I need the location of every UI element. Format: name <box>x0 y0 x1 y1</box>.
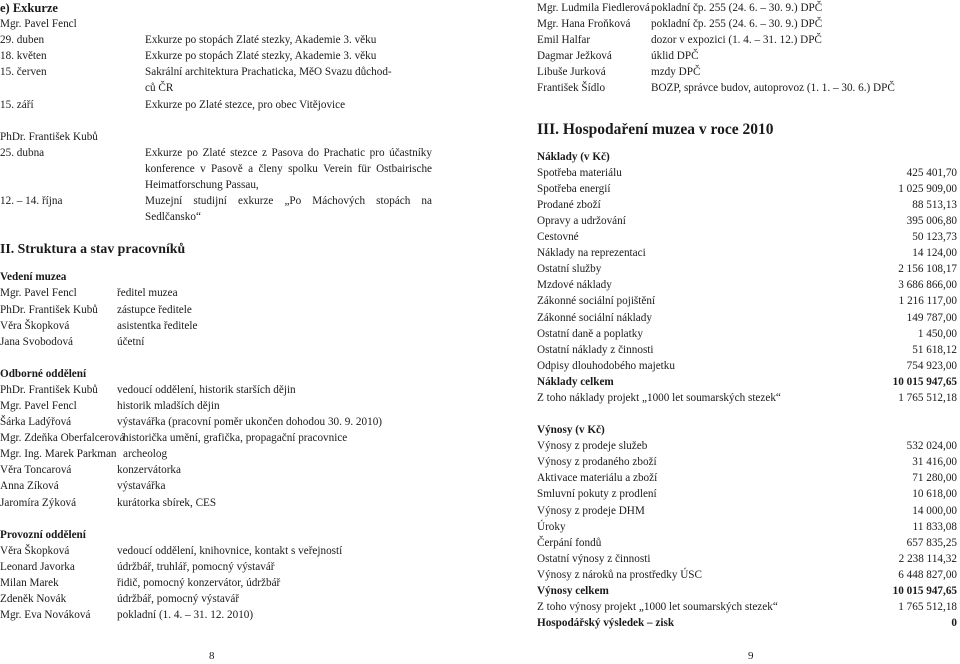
staff-role: účetní <box>117 335 145 348</box>
staff-row <box>0 591 432 607</box>
staff-row <box>0 334 432 350</box>
table-row <box>537 342 957 358</box>
table-row <box>537 293 957 309</box>
staff-row <box>537 32 957 48</box>
row-label: Hospodářský výsledek – zisk <box>537 617 675 630</box>
row-label: Z toho náklady projekt „1000 let soumarských stezek“ <box>537 391 781 404</box>
staff-name: Milan Marek <box>0 576 59 589</box>
row-label: Ostatní výnosy z činnosti <box>537 552 651 565</box>
table-row <box>537 277 957 293</box>
staff-name: Leonard Javorka <box>0 560 75 573</box>
staff-row <box>0 285 432 301</box>
staff-name: Věra Toncarová <box>0 464 72 477</box>
excursion-row <box>0 48 432 64</box>
table-row <box>537 181 957 197</box>
row-amount: 395 006,80 <box>906 214 957 227</box>
excursion-row <box>0 97 432 113</box>
excursion-row <box>0 32 432 48</box>
odborne-heading: Odborné oddělení <box>0 367 87 380</box>
staff-name: PhDr. František Kubů <box>0 383 98 396</box>
left-page <box>0 0 432 623</box>
naklady-heading: Náklady (v Kč) <box>537 150 610 163</box>
table-row <box>537 310 957 326</box>
section-e-heading: e) Exkurze <box>0 1 58 15</box>
row-label: Výnosy z prodeje DHM <box>537 504 645 517</box>
project-row <box>537 599 957 615</box>
row-label: Spotřeba energií <box>537 182 611 195</box>
table-row <box>537 535 957 551</box>
staff-list-vedeni <box>0 285 432 349</box>
staff-name: Emil Halfar <box>537 34 591 47</box>
staff-role: pokladní čp. 255 (24. 6. – 30. 9.) DPČ <box>651 18 823 31</box>
person-name: PhDr. František Kubů <box>0 130 98 143</box>
table-row <box>537 213 957 229</box>
staff-name: Věra Škopková <box>0 544 70 557</box>
row-label: Náklady na reprezentaci <box>537 247 646 260</box>
row-label: Výnosy z prodeje služeb <box>537 440 648 453</box>
excursion-date: 12. – 14. října <box>0 195 63 208</box>
excursion-row <box>0 80 432 96</box>
row-label: Opravy a udržování <box>537 214 626 227</box>
vynosy-table <box>537 438 957 631</box>
row-amount: 10 015 947,65 <box>892 585 957 597</box>
row-amount: 3 686 866,00 <box>898 279 957 292</box>
row-label: Zákonné sociální náklady <box>537 311 652 324</box>
staff-list-provozni <box>0 543 432 623</box>
section-ii-heading: II. Struktura a stav pracovníků <box>0 241 186 257</box>
row-amount: 50 123,73 <box>912 231 957 244</box>
staff-role: zástupce ředitele <box>117 303 192 316</box>
row-amount: 14 124,00 <box>912 247 957 260</box>
staff-name: Mgr. Pavel Fencl <box>0 287 77 300</box>
vedeni-heading: Vedení muzea <box>0 271 67 284</box>
staff-role: výstavářka (pracovní poměr ukončen dohodou 30. 9. 2010) <box>117 416 383 429</box>
staff-row <box>0 398 432 414</box>
row-label: Spotřeba materiálu <box>537 166 622 179</box>
row-label: Výnosy z nároků na prostředky ÚSC <box>537 568 702 581</box>
row-amount: 10 618,00 <box>912 488 957 501</box>
staff-row <box>0 478 432 494</box>
staff-row <box>0 543 432 559</box>
table-row <box>537 326 957 342</box>
row-amount: 1 765 512,18 <box>898 601 957 614</box>
table-row <box>537 567 957 583</box>
row-amount: 425 401,70 <box>906 166 957 179</box>
staff-row <box>0 318 432 334</box>
row-amount: 0 <box>951 617 957 630</box>
row-label: Úroky <box>537 520 566 533</box>
staff-name: Jaromíra Zýková <box>0 496 77 509</box>
staff-role: údržbář, pomocný výstavář <box>117 593 240 605</box>
row-amount: 88 513,13 <box>912 198 957 211</box>
staff-row <box>537 16 957 32</box>
staff-name: Anna Zíková <box>0 480 59 493</box>
excursion-text: Muzejní studijní exkurze „Po Máchových stopách na Sedlčansko“ <box>145 195 432 224</box>
row-label: Cestovné <box>537 231 579 244</box>
staff-name: Jana Svobodová <box>0 335 74 348</box>
table-row <box>537 229 957 245</box>
row-amount: 754 923,00 <box>906 359 957 372</box>
page-number-left: 8 <box>209 650 215 662</box>
staff-row <box>537 0 957 16</box>
staff-row <box>537 48 957 64</box>
row-label: Ostatní daně a poplatky <box>537 327 643 340</box>
row-label: Prodané zboží <box>537 198 601 211</box>
staff-row <box>0 382 432 398</box>
table-row <box>537 438 957 454</box>
row-amount: 71 280,00 <box>912 472 957 485</box>
excursion-text: ců ČR <box>145 82 174 95</box>
staff-name: Šárka Ladýřová <box>0 416 72 429</box>
row-amount: 2 156 108,17 <box>898 263 957 276</box>
row-amount: 51 618,12 <box>912 343 957 356</box>
table-row <box>537 503 957 519</box>
staff-name: Mgr. Eva Nováková <box>0 609 91 622</box>
excursion-text: Exkurze po stopách Zlaté stezky, Akademie 3. věku <box>145 34 377 47</box>
staff-role: řidič, pomocný konzervátor, údržbář <box>117 576 281 589</box>
excursion-list-fencl <box>0 32 432 112</box>
table-row <box>537 551 957 567</box>
row-label: Mzdové náklady <box>537 279 612 292</box>
row-amount: 2 238 114,32 <box>898 552 957 565</box>
staff-role: vedoucí oddělení, historik starších dějin <box>117 383 296 396</box>
excursion-text: Sakrální architektura Prachaticka, MěO Svazu důchod- <box>145 66 392 79</box>
project-row <box>537 390 957 406</box>
staff-role: úklid DPČ <box>651 50 699 63</box>
staff-name: PhDr. František Kubů <box>0 303 98 316</box>
excursion-date: 25. dubna <box>0 146 45 159</box>
staff-name: Dagmar Ježková <box>537 50 612 63</box>
page-number-right: 9 <box>748 650 754 662</box>
staff-role: konzervátorka <box>117 464 181 477</box>
excursion-date: 15. červen <box>0 66 47 79</box>
staff-role: dozor v expozici (1. 4. – 31. 12.) DPČ <box>651 34 822 47</box>
staff-role: historik mladších dějin <box>117 399 220 412</box>
row-label: Náklady celkem <box>537 375 614 388</box>
table-row <box>537 197 957 213</box>
staff-role: výstavářka <box>117 480 166 493</box>
staff-name: František Šídlo <box>537 82 606 95</box>
staff-role: BOZP, správce budov, autoprovoz (1. 1. – 30. 6.) DPČ <box>651 82 895 95</box>
excursion-row <box>0 193 432 225</box>
row-label: Aktivace materiálu a zboží <box>537 472 658 485</box>
excursion-date: 15. září <box>0 98 34 111</box>
row-amount: 31 416,00 <box>912 456 957 469</box>
staff-list-odborne <box>0 382 432 511</box>
staff-row <box>0 462 432 478</box>
staff-name: Mgr. Pavel Fencl <box>0 399 77 412</box>
staff-row <box>0 575 432 591</box>
vynosy-heading: Výnosy (v Kč) <box>537 424 605 437</box>
total-row <box>537 583 957 599</box>
row-amount: 1 216 117,00 <box>898 295 957 308</box>
row-label: Ostatní náklady z činnosti <box>537 343 654 356</box>
staff-row <box>0 495 432 511</box>
staff-role: historička umění, grafička, propagační pracovnice <box>123 432 348 445</box>
total-row <box>537 374 957 390</box>
excursion-date: 29. duben <box>0 34 45 47</box>
excursion-list-kubu <box>0 145 432 225</box>
staff-row <box>537 80 957 96</box>
row-amount: 657 835,25 <box>906 536 957 549</box>
staff-row <box>0 414 432 430</box>
naklady-table <box>537 165 957 406</box>
result-row <box>537 615 957 631</box>
row-amount: 1 450,00 <box>917 327 957 340</box>
staff-role: pokladní (1. 4. – 31. 12. 2010) <box>117 609 254 622</box>
person-name: Mgr. Pavel Fencl <box>0 18 77 31</box>
excursion-text: Exkurze po stopách Zlaté stezky, Akademie 3. věku <box>145 50 377 63</box>
row-label: Výnosy celkem <box>537 585 609 597</box>
staff-role: kurátorka sbírek, CES <box>117 496 217 509</box>
table-row <box>537 519 957 535</box>
staff-role: mzdy DPČ <box>651 66 701 79</box>
row-amount: 149 787,00 <box>906 311 957 324</box>
table-row <box>537 245 957 261</box>
staff-row <box>0 302 432 318</box>
staff-row <box>0 607 432 623</box>
staff-role: asistentka ředitele <box>117 319 198 332</box>
row-amount: 1 025 909,00 <box>898 182 957 195</box>
staff-role: archeolog <box>123 448 168 461</box>
row-amount: 10 015 947,65 <box>892 375 957 388</box>
staff-name: Mgr. Ing. Marek Parkman <box>0 448 117 461</box>
row-amount: 14 000,00 <box>912 504 957 517</box>
staff-role: údržbář, truhlář, pomocný výstavář <box>117 560 275 573</box>
row-label: Zákonné sociální pojištění <box>537 295 656 308</box>
table-row <box>537 358 957 374</box>
section-iii-heading: III. Hospodaření muzea v roce 2010 <box>537 120 774 138</box>
row-amount: 1 765 512,18 <box>898 391 957 404</box>
excursion-row <box>0 64 432 80</box>
row-amount: 11 833,08 <box>912 520 957 533</box>
staff-list-dpc <box>537 0 957 97</box>
table-row <box>537 486 957 502</box>
row-label: Odpisy dlouhodobého majetku <box>537 359 675 372</box>
table-row <box>537 454 957 470</box>
right-page <box>537 0 957 631</box>
staff-name: Libuše Jurková <box>537 66 606 79</box>
table-row <box>537 165 957 181</box>
staff-name: Zdeněk Novák <box>0 593 67 605</box>
staff-role: ředitel muzea <box>117 287 178 300</box>
staff-row <box>0 446 432 462</box>
provozni-heading: Provozní oddělení <box>0 528 86 541</box>
row-amount: 6 448 827,00 <box>898 568 957 581</box>
staff-name: Mgr. Zdeňka Oberfalcerová <box>0 432 125 445</box>
staff-row <box>0 430 432 446</box>
row-label: Čerpání fondů <box>537 536 602 549</box>
excursion-text: Exkurze po Zlaté stezce, pro obec Vitějovice <box>145 98 346 111</box>
staff-name: Mgr. Ludmila Fiedlerová <box>537 2 650 14</box>
table-row <box>537 470 957 486</box>
row-amount: 532 024,00 <box>906 440 957 453</box>
staff-row <box>537 64 957 80</box>
staff-role: pokladní čp. 255 (24. 6. – 30. 9.) DPČ <box>651 2 823 14</box>
excursion-row <box>0 145 432 193</box>
excursion-date <box>0 80 145 96</box>
staff-name: Věra Škopková <box>0 319 70 332</box>
row-label: Smluvní pokuty z prodlení <box>537 488 657 501</box>
staff-row <box>0 559 432 575</box>
row-label: Výnosy z prodaného zboží <box>537 456 657 469</box>
excursion-text: Exkurze po Zlaté stezce z Pasova do Prachatic pro účastníky konference v Pasově a členy spolku Verein für Ostbairische Heimatforschung Passau, <box>145 146 432 191</box>
staff-name: Mgr. Hana Froňková <box>537 18 631 31</box>
excursion-date: 18. květen <box>0 50 47 63</box>
staff-role: vedoucí oddělení, knihovnice, kontakt s veřejností <box>117 544 343 557</box>
row-label: Z toho výnosy projekt „1000 let soumarských stezek“ <box>537 601 778 614</box>
row-label: Ostatní služby <box>537 263 602 276</box>
table-row <box>537 261 957 277</box>
